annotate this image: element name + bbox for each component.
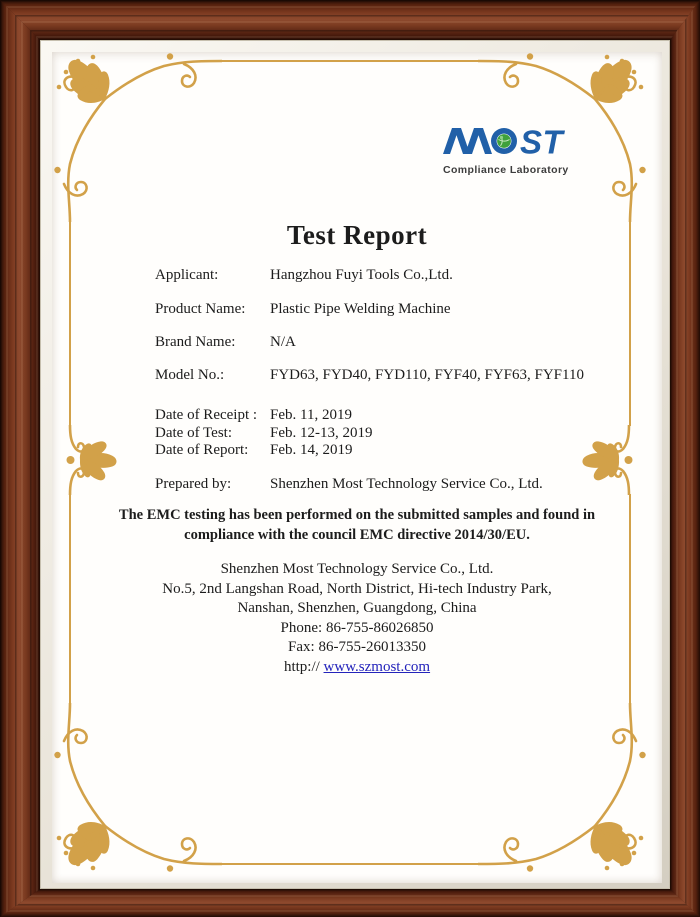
corner-flourish-bottom-left-icon — [52, 703, 222, 873]
field-value: Shenzhen Most Technology Service Co., Ltd. — [270, 475, 543, 492]
field-brand-name — [155, 333, 625, 352]
field-date-of-report — [155, 442, 625, 460]
field-label: Prepared by: — [155, 475, 232, 492]
field-label: Brand Name: — [155, 334, 236, 350]
frame-bottom — [0, 889, 700, 917]
lab-address-line1: No.5, 2nd Langshan Road, North District, Hi-tech Industry Park, — [162, 580, 552, 597]
compliance-statement-line2: compliance with the council EMC directive 2014/30/EU. — [184, 527, 530, 543]
logo-letter-o-globe — [491, 128, 517, 154]
field-label: Applicant: — [155, 267, 219, 283]
logo-subtitle: Compliance Laboratory — [443, 164, 569, 176]
field-label: Product Name: — [155, 301, 246, 317]
frame-right — [670, 0, 700, 917]
field-value: Feb. 14, 2019 — [270, 442, 353, 458]
field-date-of-receipt — [155, 407, 625, 425]
field-value: FYD63, FYD40, FYD110, FYF40, FYF63, FYF110 — [270, 367, 584, 383]
field-value: Feb. 12-13, 2019 — [270, 424, 373, 441]
website-link[interactable]: www.szmost.com — [323, 658, 431, 675]
lab-phone: Phone: 86-755-86026850 — [280, 619, 434, 636]
field-label: Model No.: — [155, 367, 225, 383]
logo-letters-st: ST — [520, 124, 564, 158]
field-model-no — [155, 366, 625, 385]
logo-letter-m — [443, 128, 492, 154]
frame-left — [0, 0, 40, 917]
corner-flourish-bottom-right-icon — [478, 703, 648, 873]
website-prefix: http:// — [283, 658, 324, 675]
report-title: Test Report — [286, 220, 428, 250]
compliance-statement — [52, 505, 662, 545]
field-value: Feb. 11, 2019 — [270, 407, 352, 423]
lab-address-line2: Nanshan, Shenzhen, Guangdong, China — [237, 600, 477, 616]
gold-border-bottom — [219, 863, 481, 865]
lab-website-line — [52, 658, 662, 678]
field-label: Date of Report: — [155, 442, 249, 458]
lab-fax: Fax: 86-755-26013350 — [288, 639, 426, 655]
fleur-ornament-left-icon — [58, 425, 120, 495]
field-value: N/A — [270, 334, 296, 350]
compliance-statement-line1: The EMC testing has been performed on the submitted samples and found in — [118, 507, 596, 523]
lab-address-block — [52, 560, 662, 677]
most-lab-logo — [443, 124, 573, 176]
corner-flourish-top-left-icon — [52, 52, 222, 222]
most-logo-icon — [443, 124, 567, 158]
field-product-name — [155, 300, 625, 319]
field-applicant — [155, 266, 625, 285]
frame-top — [0, 0, 700, 40]
lab-company-name: Shenzhen Most Technology Service Co., Ltd. — [220, 561, 494, 577]
field-label: Date of Receipt : — [155, 407, 258, 423]
field-value: Hangzhou Fuyi Tools Co.,Ltd. — [270, 267, 453, 283]
report-fields — [155, 266, 625, 494]
field-date-of-test — [155, 425, 625, 443]
field-value: Plastic Pipe Welding Machine — [270, 301, 451, 317]
gold-border-top — [219, 60, 481, 62]
field-label: Date of Test: — [155, 424, 232, 441]
field-prepared-by — [155, 475, 625, 494]
